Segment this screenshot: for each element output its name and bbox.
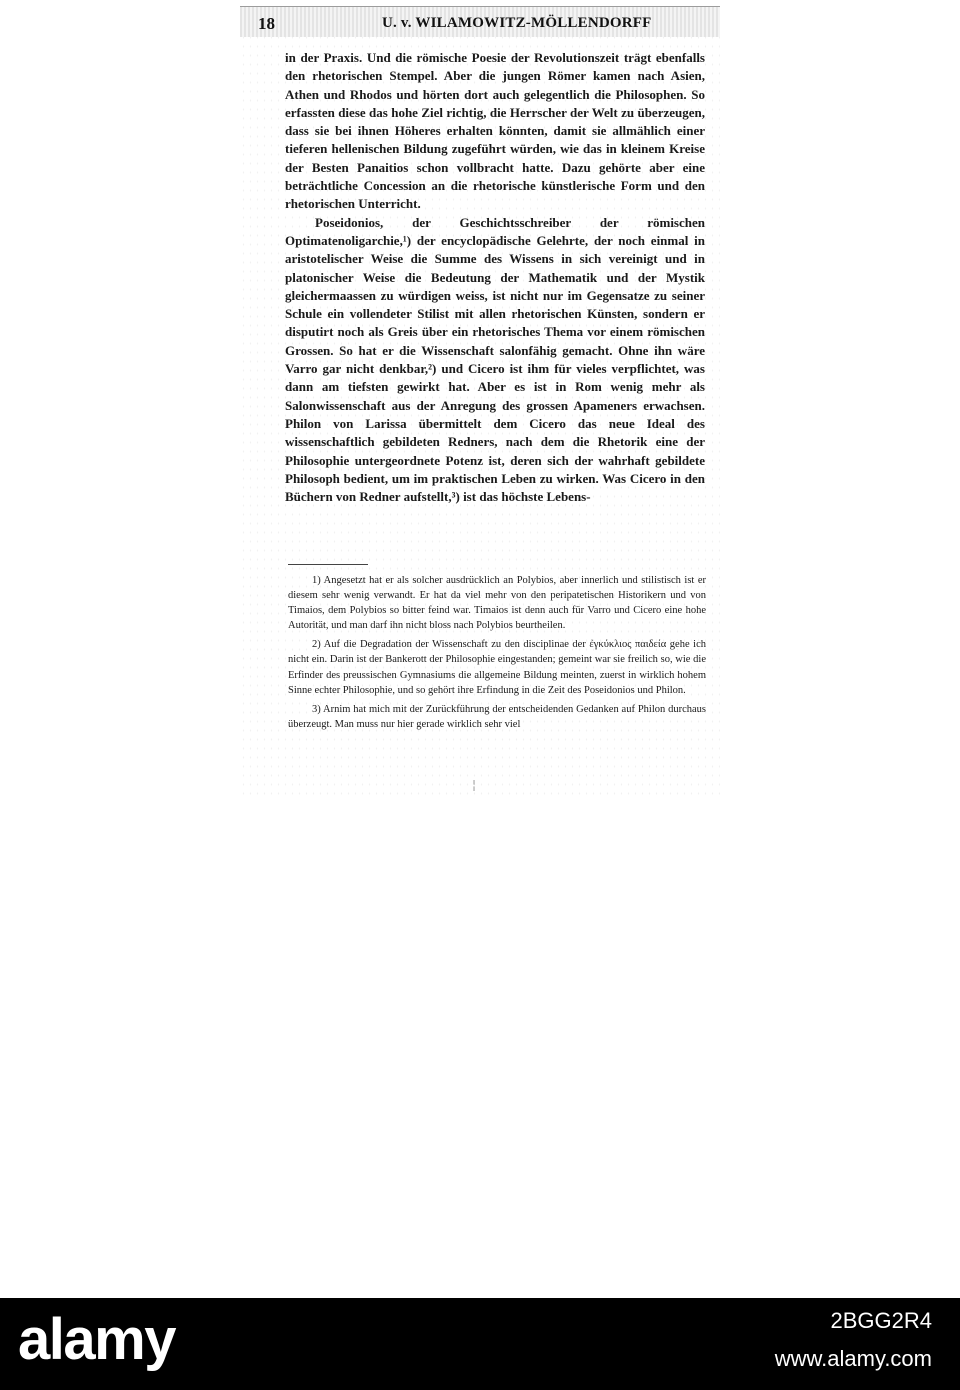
body-text: [285, 49, 705, 506]
running-title: U. v. WILAMOWITZ-MÖLLENDORFF: [382, 15, 652, 31]
scanned-page: [240, 6, 720, 796]
footnote: 3) Arnim hat mich mit der Zurückführung der entscheidenden Gedanken auf Philon durchaus überzeugt. Man muss nur hier gerade wirklich sehr viel: [288, 703, 706, 730]
body-paragraph: Poseidonios, der Geschichtsschreiber der römischen Optimatenoligarchie,¹) der encyclopädische Gelehrte, der noch einmal in aristotelischer Weise die Summe des Wissens in sich vereinigt und in platonischer Weise die Bedeutung der Mathematik und der Mystik gleichermaassen zu würdigen weiss, ist nicht nur im Gegensatze zu seiner Schule ein vollendeter Stilist mit allen rhetorischen Künsten, sondern er disputirt noch als Greis über ein rhetorisches Thema vor einem römischen Grossen. So hat er die Wissenschaft salonfähig gemacht. Ohne ihn wäre Varro gar nicht denkbar,²) und Cicero ist ihm für vieles verpflichtet, was dann am tiefsten gewirkt hat. Aber es ist in Rom wenig mehr als Salonwissenschaft aus der Anregung des grossen Apameners erwachsen. Philon von Larissa übermittelt dem Cicero das neue Ideal des wissenschaftlich gebildeten Redners, nach dem die Rhetorik eine der Philosophie untergeordnete Potenz ist, deren sich der wahrhaft gebildete Philosoph bedient, um im praktischen Leben zu wirken. Was Cicero in den Büchern von Redner aufstellt,³) ist das höchste Lebens-: [285, 214, 705, 505]
image-id: 2BGG2R4: [830, 1308, 932, 1333]
scan-artifact-mark: ¦: [472, 778, 477, 792]
page-number: 18: [258, 14, 275, 33]
body-paragraph: in der Praxis. Und die römische Poesie der Revolutionszeit trägt ebenfalls den rhetorischen Stempel. Aber die jungen Römer kamen nach Asien, Athen und Rhodos und hörten dort auch gelegentlich die Philosophen. So erfassten diese das hohe Ziel richtig, die Herrscher der Welt zu überzeugen, dass sie bei ihnen Höheres erhalten könnten, damit sie allmählich einer tieferen hellenischen Bildung zugeführt würden, wie das in kleinem Kreise der Besten Panaitios schon vollbracht hatte. Dazu gehörte aber eine beträchtliche Concession an die rhetorische künstlerische Form und den rhetorischen Unterricht.: [285, 50, 705, 212]
running-head: [240, 6, 720, 37]
footnote-rule: [288, 564, 368, 565]
stock-watermark-bar: [0, 1298, 960, 1390]
footnotes: [288, 573, 706, 735]
footnote: 2) Auf die Degradation der Wissenschaft zu den disciplinae der ἐγκύκλιος παιδεία gehe ich nicht ein. Darin ist der Bankerott der Philosophie eingestanden; gemeint war sie freilich so, wie die Erfinder des preussischen Gymnasiums die allgemeine Bildung meinten, zuerst in wirklich hohem Sinne echter Philosophie, und so gehört ihre Erfindung in die Zeit des Poseidonios und Philon.: [288, 639, 706, 696]
brand-logo: alamy: [18, 1307, 175, 1372]
site-url: www.alamy.com: [774, 1346, 932, 1371]
footnote: 1) Angesetzt hat er als solcher ausdrücklich an Polybios, aber innerlich und stilistisch ist er diesem sehr wenig verwandt. Er hat da viel mehr von den peripatetischen Historikern und von Timaios, dem Polybios so bitter feind war. Timaios ist denn auch für Varro und Cicero eine hohe Autorität, und man darf ihn nicht bloss nach Polybios beurtheilen.: [288, 575, 706, 632]
